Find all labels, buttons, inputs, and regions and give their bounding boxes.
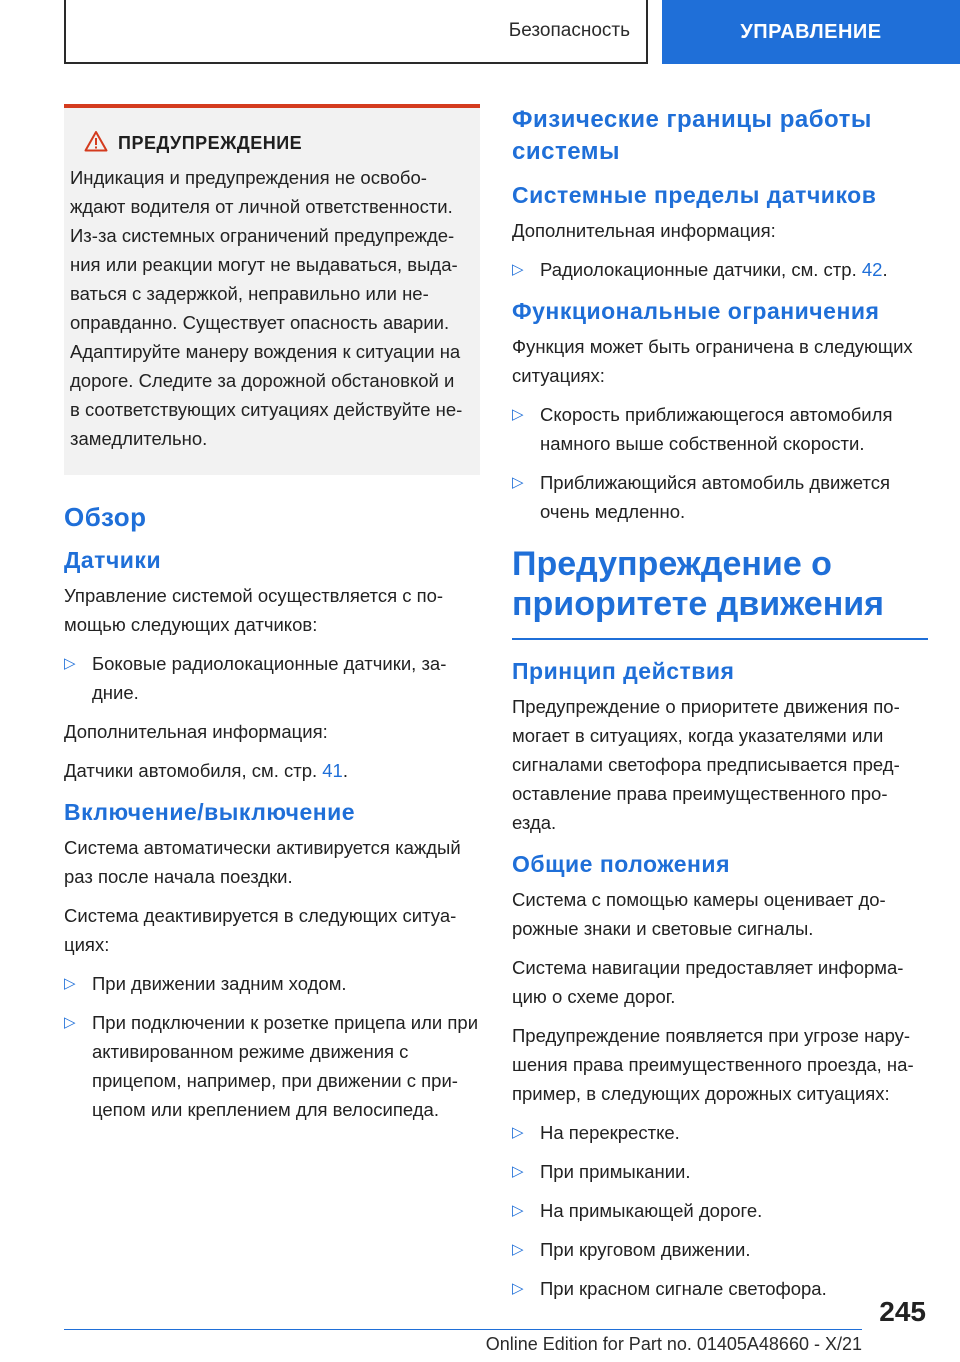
list-item	[512, 1157, 928, 1186]
func-limits-heading: Функциональные ограничения	[512, 298, 880, 324]
onoff-text-2: Система деактивируется в следующих ситуа-циях:	[64, 905, 457, 955]
radar-item-text: Радиолокационные датчики, см. стр.	[540, 259, 862, 280]
list-item	[64, 649, 480, 707]
bullet-triangle-icon: ▷	[64, 975, 76, 992]
vehicle-sensors-text: Датчики автомобиля, см. стр.	[64, 760, 323, 781]
warning-header	[70, 130, 466, 157]
bullet-triangle-icon: ▷	[512, 406, 524, 423]
sensors-heading: Датчики	[64, 547, 162, 573]
list-item	[512, 1196, 928, 1225]
principle-heading: Принцип действия	[512, 658, 735, 684]
sensors-text: Управление системой осуществляется с по-мощью следующих датчиков:	[64, 585, 444, 635]
list-item	[512, 255, 928, 284]
bullet-triangle-icon: ▷	[512, 1241, 524, 1258]
list-item	[512, 400, 928, 458]
warning-title: ПРЕДУПРЕЖДЕНИЕ	[118, 133, 303, 153]
principle-text: Предупреждение о приоритете движения по-могает в ситуациях, когда указателями или сигналами светофора предписывается пред-оставление права преимущественного про-езда.	[512, 696, 900, 833]
priority-heading: Предупреждение о приоритете движения	[512, 544, 928, 640]
more-info-label: Дополнительная информация:	[64, 721, 328, 742]
chapter-tab-label: УПРАВЛЕНИЕ	[740, 20, 882, 43]
radar-list	[512, 255, 928, 284]
page-link-41[interactable]: 41	[322, 760, 343, 781]
func-limits-text: Функция может быть ограничена в следующих ситуациях:	[512, 336, 913, 386]
bullet-triangle-icon: ▷	[64, 655, 76, 672]
list-item	[64, 969, 480, 998]
warning-triangle-icon	[84, 130, 108, 157]
general-heading: Общие положения	[512, 851, 730, 877]
list-item-text: Скорость приближающегося автомобиля намного выше собственной скорости.	[540, 404, 893, 454]
warning-text: Индикация и предупреждения не освобо-ждают водителя от личной ответственности. Из-за системных ограничений предупрежде-ния или реакции могут не выдаваться, выда-ваться с задержкой, неправильно или не-оправданно. Существует опасность аварии. Адаптируйте манеру вождения к ситуации на дороге. Следите за дорожной обстановкой и в соответствующих ситуациях действуйте не-замедлительно.	[70, 167, 463, 449]
general-list	[512, 1118, 928, 1303]
vehicle-sensors-end: .	[342, 760, 348, 781]
left-column	[64, 104, 480, 1134]
list-item	[64, 1008, 480, 1124]
list-item-text: На примыкающей дороге.	[540, 1200, 763, 1221]
radar-item-end: .	[882, 259, 888, 280]
bullet-triangle-icon: ▷	[512, 1280, 524, 1297]
list-item	[512, 1235, 928, 1264]
list-item-text: При примыкании.	[540, 1161, 691, 1182]
page-number: 245	[879, 1296, 926, 1327]
overview-heading: Обзор	[64, 502, 147, 532]
bullet-triangle-icon: ▷	[512, 261, 524, 278]
bullet-triangle-icon: ▷	[512, 1124, 524, 1141]
sensor-limits-heading: Системные пределы датчиков	[512, 182, 877, 208]
list-item-text	[540, 255, 888, 284]
onoff-text-1: Система автоматически активируется каждый раз после начала поездки.	[64, 837, 461, 887]
right-column	[512, 104, 928, 1313]
limits-heading: Физические границы работы системы	[512, 106, 872, 165]
list-item-text: При движении задним ходом.	[92, 973, 347, 994]
list-item-text: На перекрестке.	[540, 1122, 680, 1143]
page-link-42[interactable]: 42	[861, 259, 883, 280]
section-tab-label: Безопасность	[508, 20, 630, 41]
warning-box	[64, 104, 480, 475]
general-text-2: Система навигации предоставляет информа-цию о схеме дорог.	[512, 957, 904, 1007]
list-item-text: При красном сигнале светофора.	[540, 1278, 827, 1299]
onoff-heading: Включение/выключение	[64, 799, 356, 825]
list-item-text: При круговом движении.	[540, 1239, 751, 1260]
onoff-list	[64, 969, 480, 1124]
section-tab	[64, 0, 648, 64]
list-item	[512, 1118, 928, 1147]
bullet-triangle-icon: ▷	[512, 474, 524, 491]
func-limits-list	[512, 400, 928, 526]
bullet-triangle-icon: ▷	[64, 1014, 76, 1031]
more-info-label: Дополнительная информация:	[512, 220, 776, 241]
edition-footer: Online Edition for Part no. 01405A48660 - X/21	[485, 1334, 862, 1354]
sensors-list	[64, 649, 480, 707]
list-item-text: При подключении к розетке прицепа или при активированном режиме движения с прицепом, например, при движении с при-цепом или креплением для велосипеда.	[92, 1012, 479, 1120]
list-item-text: Приближающийся автомобиль движется очень медленно.	[540, 472, 890, 522]
list-item-text: Боковые радиолокационные датчики, за-дние.	[92, 653, 447, 703]
list-item	[512, 468, 928, 526]
bullet-triangle-icon: ▷	[512, 1163, 524, 1180]
vehicle-sensors-ref	[64, 756, 480, 785]
general-text-1: Система с помощью камеры оценивает до-рожные знаки и световые сигналы.	[512, 889, 886, 939]
footer-divider	[64, 1329, 862, 1330]
chapter-tab	[662, 0, 960, 64]
general-text-3: Предупреждение появляется при угрозе нару-шения права преимущественного проезда, на-пример, в следующих дорожных ситуациях:	[512, 1025, 914, 1104]
bullet-triangle-icon: ▷	[512, 1202, 524, 1219]
